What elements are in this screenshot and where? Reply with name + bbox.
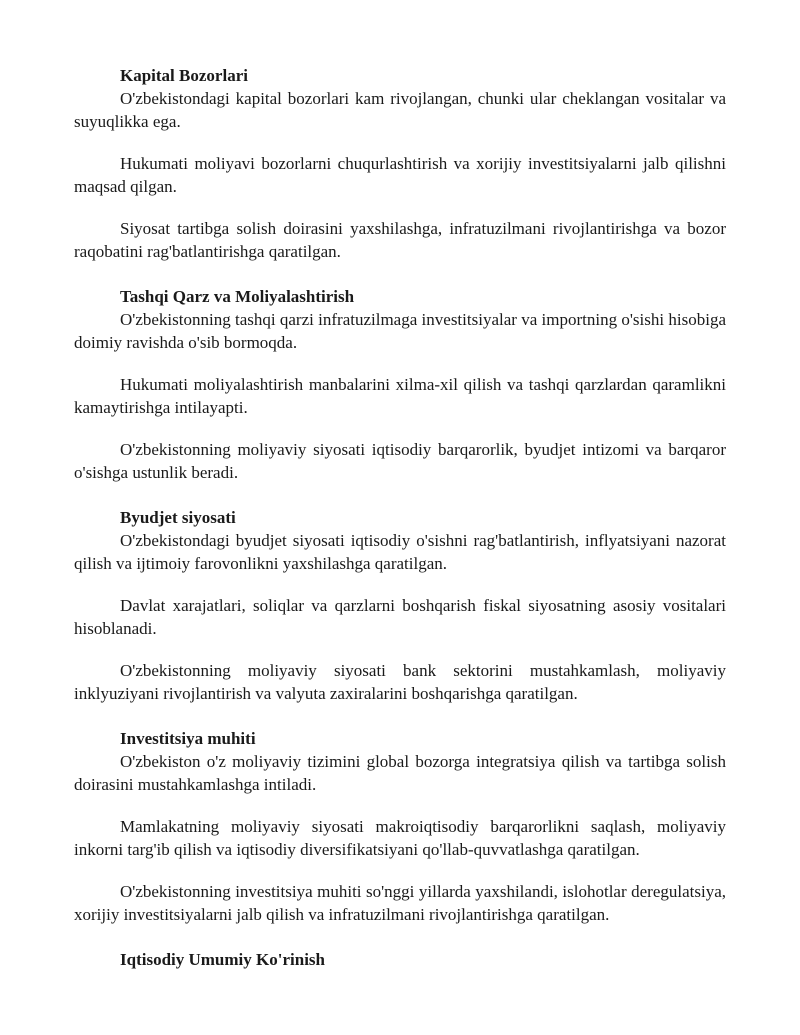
section-heading: Kapital Bozorlari <box>120 66 248 85</box>
paragraph: O'zbekistondagi byudjet siyosati iqtisodiy o'sishni rag'batlantirish, inflyatsiyani nazorat qilish va ijtimoiy farovonlikni yaxshilashga qaratilgan. <box>74 531 726 573</box>
section-heading: Investitsiya muhiti <box>120 729 256 748</box>
section-heading: Byudjet siyosati <box>120 508 236 527</box>
section-iqtisodiy-umumiy <box>74 948 726 971</box>
paragraph: O'zbekistonning moliyaviy siyosati iqtisodiy barqarorlik, byudjet intizomi va barqaror o'sishga ustunlik beradi. <box>74 440 726 482</box>
paragraph: O'zbekistonning investitsiya muhiti so'nggi yillarda yaxshilandi, islohotlar deregulatsiya, xorijiy investitsiyalarni jalb qilish va infratuzilmani rivojlantirishga qaratilgan. <box>74 882 726 924</box>
section-investitsiya-muhiti <box>74 727 726 926</box>
section-byudjet-siyosati <box>74 506 726 705</box>
section-tashqi-qarz <box>74 285 726 484</box>
paragraph: O'zbekistondagi kapital bozorlari kam rivojlangan, chunki ular cheklangan vositalar va suyuqlikka ega. <box>74 89 726 131</box>
section-kapital-bozorlari <box>74 64 726 263</box>
section-heading: Tashqi Qarz va Moliyalashtirish <box>120 287 355 306</box>
paragraph: O'zbekistonning moliyaviy siyosati bank sektorini mustahkamlash, moliyaviy inklyuziyani rivojlantirish va valyuta zaxiralarini boshqarishga qaratilgan. <box>74 661 726 703</box>
paragraph: O'zbekistonning tashqi qarzi infratuzilmaga investitsiyalar va importning o'sishi hisobiga doimiy ravishda o'sib bormoqda. <box>74 310 726 352</box>
paragraph: Davlat xarajatlari, soliqlar va qarzlarni boshqarish fiskal siyosatning asosiy vositalari hisoblanadi. <box>74 596 726 638</box>
paragraph: Hukumati moliyavi bozorlarni chuqurlashtirish va xorijiy investitsiyalarni jalb qilishni maqsad qilgan. <box>74 154 726 196</box>
paragraph: Hukumati moliyalashtirish manbalarini xilma-xil qilish va tashqi qarzlardan qaramlikni kamaytirishga intilayapti. <box>74 375 726 417</box>
document-page <box>74 64 726 993</box>
paragraph: Siyosat tartibga solish doirasini yaxshilashga, infratuzilmani rivojlantirishga va bozor raqobatini rag'batlantirishga qaratilgan. <box>74 219 726 261</box>
paragraph: O'zbekiston o'z moliyaviy tizimini global bozorga integratsiya qilish va tartibga solish doirasini mustahkamlashga intiladi. <box>74 752 726 794</box>
paragraph: Mamlakatning moliyaviy siyosati makroiqtisodiy barqarorlikni saqlash, moliyaviy inkorni targ'ib qilish va iqtisodiy diversifikatsiyani qo'llab-quvvatlashga qaratilgan. <box>74 817 726 859</box>
section-heading: Iqtisodiy Umumiy Ko'rinish <box>120 950 325 969</box>
